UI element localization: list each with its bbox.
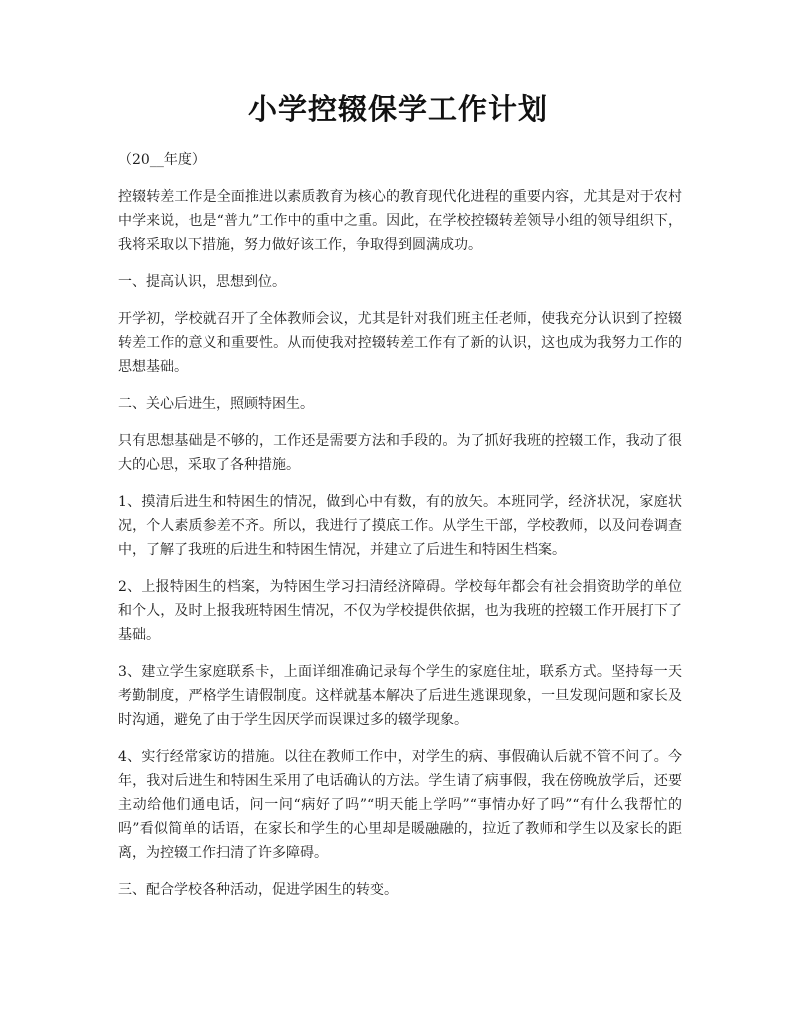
section-1-paragraph: 开学初，学校就召开了全体教师会议，尤其是针对我们班主任老师，使我充分认识到了控辍转差工作的意义和重要性。从而使我对控辍转差工作有了新的认识，这也成为我努力工作的思想基础。 [118,311,682,375]
measure-3-paragraph: 3、建立学生家庭联系卡，上面详细准确记录每个学生的家庭住址，联系方式。坚持每一天考勤制度，严格学生请假制度。这样就基本解决了后进生逃课现象，一旦发现问题和家长及时沟通，避免了由于学生因厌学而误课过多的辍学现象。 [118,664,682,728]
measure-2-paragraph: 2、上报特困生的档案，为特困生学习扫清经济障碍。学校每年都会有社会捐资助学的单位和个人，及时上报我班特困生情况，不仅为学校提供依据，也为我班的控辍工作开展打下了基础。 [118,579,682,643]
document-title: 小学控辍保学工作计划 [247,92,548,126]
year-note: （20__年度） [118,152,206,168]
document-body [118,148,682,915]
section-heading-3: 三、配合学校各种活动，促进学困生的转变。 [118,882,398,898]
intro-paragraph: 控辍转差工作是全面推进以素质教育为核心的教育现代化进程的重要内容，尤其是对于农村中学来说，也是“普九”工作中的重中之重。因此，在学校控辍转差领导小组的领导组织下，我将采取以下措施，努力做好该工作，争取得到圆满成功。 [118,189,682,253]
measure-1-paragraph: 1、摸清后进生和特困生的情况，做到心中有数，有的放矢。本班同学，经济状况，家庭状况，个人素质参差不齐。所以，我进行了摸底工作。从学生干部，学校教师，以及问卷调查中，了解了我班的后进生和特困生情况，并建立了后进生和特困生档案。 [118,494,682,558]
measure-4-paragraph: 4、实行经常家访的措施。以往在教师工作中，对学生的病、事假确认后就不管不问了。今年，我对后进生和特困生采用了电话确认的方法。学生请了病事假，我在傍晚放学后，还要主动给他们通电话，问一问“病好了吗”“明天能上学吗”“事情办好了吗”“有什么我帮忙的吗”看似简单的话语，在家长和学生的心里却是暖融融的，拉近了教师和学生以及家长的距离，为控辍工作扫清了许多障碍。 [118,749,682,861]
section-2-paragraph: 只有思想基础是不够的，工作还是需要方法和手段的。为了抓好我班的控辍工作，我动了很大的心思，采取了各种措施。 [118,433,682,473]
section-heading-1: 一、提高认识，思想到位。 [118,274,286,290]
section-heading-2: 二、关心后进生，照顾特困生。 [118,396,314,412]
